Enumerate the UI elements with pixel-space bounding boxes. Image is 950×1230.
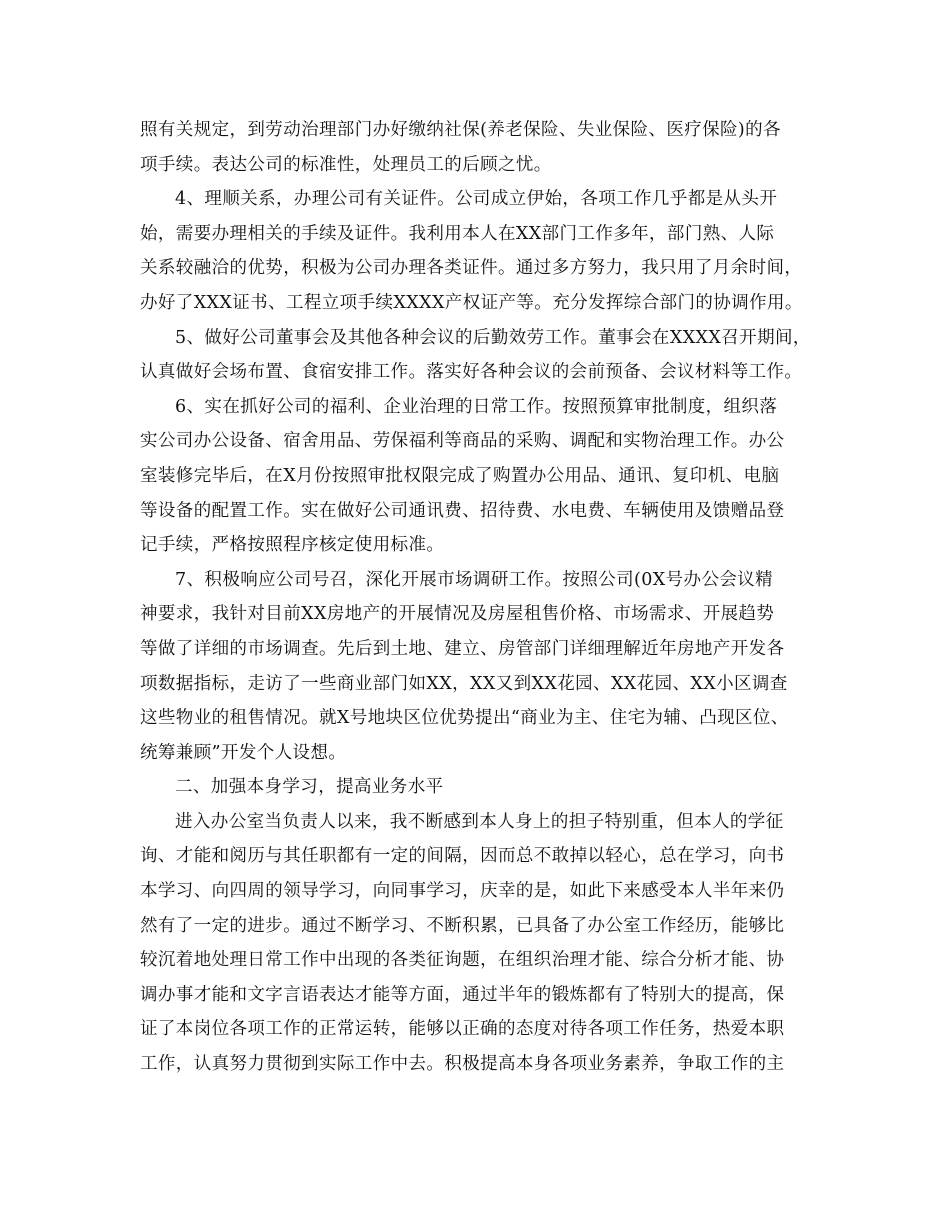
text-line: 关系较融洽的优势，积极为公司办理各类证件。通过多方努力，我只用了月余时间，	[140, 258, 803, 279]
text-line: 工作，认真努力贯彻到实际工作中去。积极提高本身各项业务素养，争取工作的主	[140, 1054, 785, 1075]
text-line: 本学习、向四周的领导学习，向同事学习，庆幸的是，如此下来感受本人半年来仍	[140, 881, 785, 902]
text-line: 询、才能和阅历与其任职都有一定的间隔，因而总不敢掉以轻心，总在学习，向书	[140, 846, 785, 867]
text-line: 神要求，我针对目前XX房地产的开展情况及房屋租售价格、市场需求、开展趋势	[140, 604, 775, 625]
paragraph-start: 4、理顺关系，办理公司有关证件。公司成立伊始，各项工作几乎都是从头开	[175, 189, 778, 210]
text-line: 调办事才能和文字言语表达才能等方面，通过半年的锻炼都有了特别大的提高，保	[140, 984, 785, 1005]
paragraph-start: 5、做好公司董事会及其他各种会议的后勤效劳工作。董事会在XXXX召开期间，	[175, 327, 811, 348]
text-line: 这些物业的租售情况。就X号地块区位优势提出“商业为主、住宅为辅、凸现区位、	[140, 708, 789, 729]
text-line: 项手续。表达公司的标准性，处理员工的后顾之忧。	[140, 154, 552, 175]
paragraph-start: 7、积极响应公司号召，深化开展市场调研工作。按照公司(0X号办公会议精	[175, 569, 774, 590]
text-line: 等设备的配置工作。实在做好公司通讯费、招待费、水电费、车辆使用及馈赠品登	[140, 500, 785, 521]
text-line: 办好了XXX证书、工程立项手续XXXX产权证产等。充分发挥综合部门的协调作用。	[140, 292, 803, 313]
text-line: 统筹兼顾”开发个人设想。	[140, 742, 347, 763]
text-line: 认真做好会场布置、食宿安排工作。落实好各种会议的会前预备、会议材料等工作。	[140, 362, 803, 383]
document-body	[140, 113, 820, 1082]
text-line: 始，需要办理相关的手续及证件。我利用本人在XX部门工作多年，部门熟、人际	[140, 223, 775, 244]
text-line: 照有关规定，到劳动治理部门办好缴纳社保(养老保险、失业保险、医疗保险)的各	[140, 120, 781, 140]
text-line: 等做了详细的市场调查。先后到土地、建立、房管部门详细理解近年房地产开发各	[140, 638, 785, 659]
text-line: 实公司办公设备、宿舍用品、劳保福利等商品的采购、调配和实物治理工作。办公	[140, 431, 785, 452]
text-line: 室装修完毕后，在X月份按照审批权限完成了购置办公用品、通讯、复印机、电脑	[140, 465, 780, 486]
text-line: 记手续，严格按照程序核定使用标准。	[140, 535, 445, 556]
text-line: 项数据指标，走访了一些商业部门如XX，XX又到XX花园、XX花园、XX小区调查	[140, 673, 788, 694]
section-heading: 二、加强本身学习，提高业务水平	[175, 777, 444, 798]
text-line: 较沉着地处理日常工作中出现的各类征询题，在组织治理才能、综合分析才能、协	[140, 950, 785, 971]
text-line: 证了本岗位各项工作的正常运转，能够以正确的态度对待各项工作任务，热爱本职	[140, 1019, 785, 1040]
paragraph-start: 进入办公室当负责人以来，我不断感到本人身上的担子特别重，但本人的学征	[175, 811, 784, 832]
text-line: 然有了一定的进步。通过不断学习、不断积累，已具备了办公室工作经历，能够比	[140, 915, 785, 936]
paragraph-start: 6、实在抓好公司的福利、企业治理的日常工作。按照预算审批制度，组织落	[175, 396, 778, 417]
